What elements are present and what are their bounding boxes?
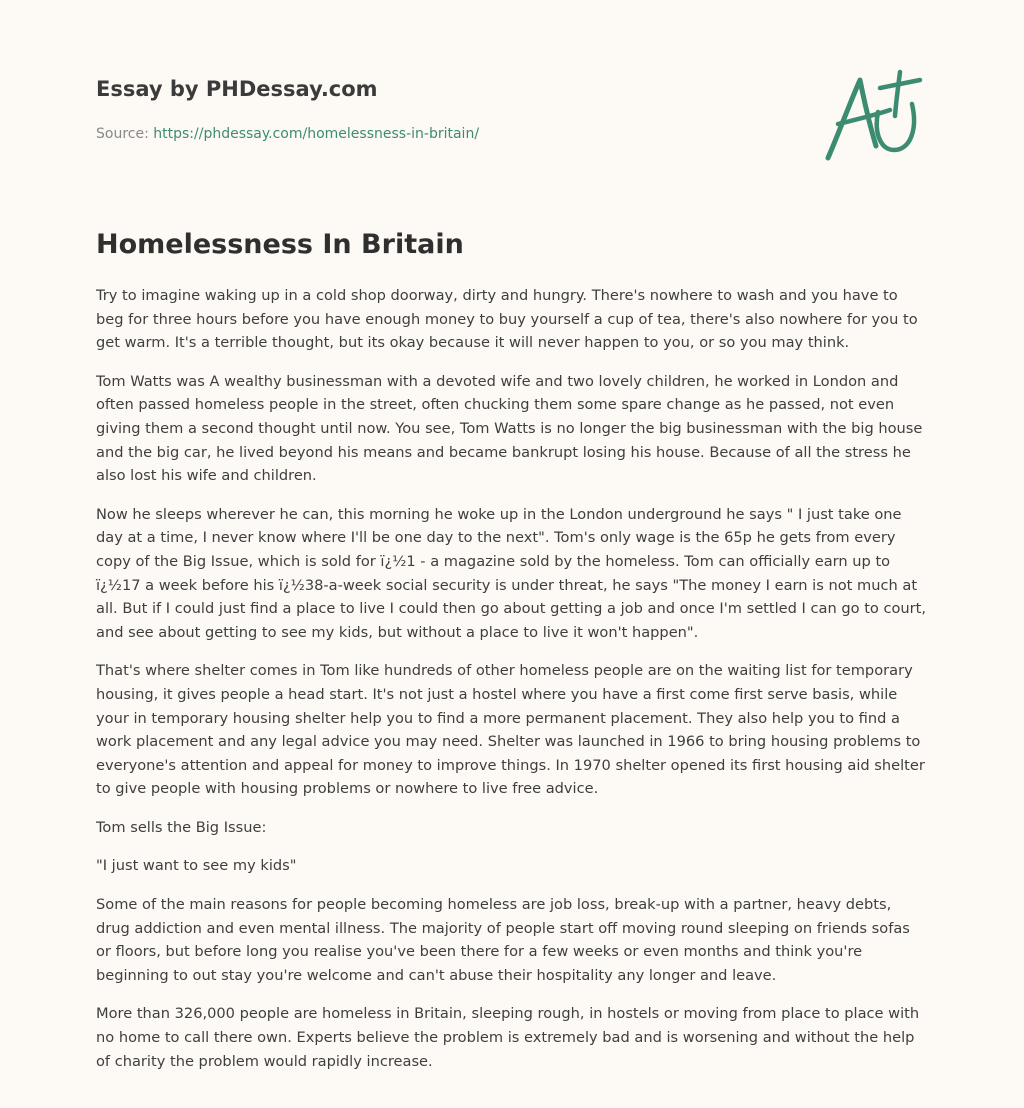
page-header xyxy=(96,74,696,144)
essay-paragraph: Tom sells the Big Issue: xyxy=(96,818,267,836)
essay-paragraph: Some of the main reasons for people becoming homeless are job loss, break-up with a partner, heavy debts, drug addiction and even mental illness. The majority of people start off moving round sleeping on friends sofas or floors, but before long you realise you've been there for a few weeks or even months and think you're beginning to out stay you're welcome and can't abuse their hospitality any longer and leave. xyxy=(96,896,910,984)
essay-title: Homelessness In Britain xyxy=(96,229,464,260)
essay-paragraph: That's where shelter comes in Tom like hundreds of other homeless people are on the waiting list for temporary housing, it gives people a head start. It's not just a hostel where you have a first come first serve basis, while your in temporary housing shelter help you to find a more permanent placement. They also help you to find a work placement and any legal advice you may need. Shelter was launched in 1966 to bring housing problems to everyone's attention and appeal for money to improve things. In 1970 shelter opened its first housing aid shelter to give people with housing problems or nowhere to live free advice. xyxy=(96,662,925,798)
source-label: Source: xyxy=(96,126,149,142)
essay-paragraph: Now he sleeps wherever he can, this morning he woke up in the London underground he says " I just take one day at a time, I never know where I'll be one day to the next". Tom's only wage is the 65p he gets from every copy of the Big Issue, which is sold for ï¿½1 - a magazine sold by the homeless. Tom can officially earn up to ï¿½17 a week before his ï¿½38-a-week social security is under threat, he says "The money I earn is not much at all. But if I could just find a place to live I could then go about getting a job and once I'm settled I can go to court, and see about getting to see my kids, but without a place to live it won't happen". xyxy=(96,505,927,641)
essay-body xyxy=(96,284,928,1088)
essay-paragraph: "I just want to see my kids" xyxy=(96,857,297,875)
essay-paragraph: Try to imagine waking up in a cold shop doorway, dirty and hungry. There's nowhere to wash and you have to beg for three hours before you have enough money to buy yourself a cup of tea, there's also nowhere for you to get warm. It's a terrible thought, but its okay because it will never happen to you, or so you may think. xyxy=(96,287,918,352)
a-plus-grade-icon xyxy=(818,66,930,168)
source-line xyxy=(96,124,696,144)
essay-paragraph: Tom Watts was A wealthy businessman with a devoted wife and two lovely children, he worked in London and often passed homeless people in the street, often chucking them some spare change as he passed, not even giving them a second thought until now. You see, Tom Watts is no longer the big businessman with the big house and the big car, he lived beyond his means and became bankrupt losing his house. Because of all the stress he also lost his wife and children. xyxy=(96,372,923,485)
essay-paragraph: More than 326,000 people are homeless in Britain, sleeping rough, in hostels or moving from place to place with no home to call there own. Experts believe the problem is extremely bad and is worsening and without the help of charity the problem would rapidly increase. xyxy=(96,1005,920,1070)
source-link[interactable]: https://phdessay.com/homelessness-in-britain/ xyxy=(153,126,480,142)
site-title: Essay by PHDessay.com xyxy=(96,77,378,101)
